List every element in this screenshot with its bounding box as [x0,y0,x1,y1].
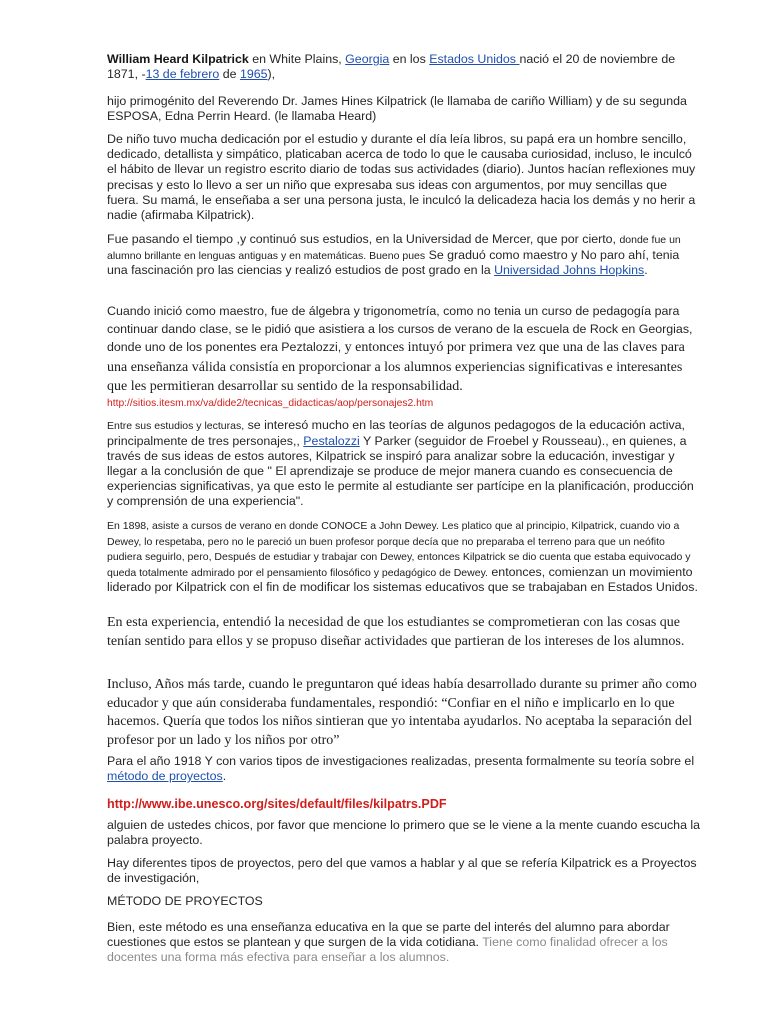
text: . [644,263,648,278]
text: . [222,769,227,784]
paragraph-dewey [107,518,701,596]
paragraph-parents: hijo primogénito del Reverendo Dr. James Hines Kilpatrick (le llamaba de cariño William) y de su segunda ESPOSA, Edna Perrin Heard. (le llamaba Heard) [107,94,687,124]
link-date[interactable]: 13 de febrero [145,67,220,82]
section-heading: MÉTODO DE PROYECTOS [107,894,263,908]
paragraph-quote: Incluso, Años más tarde, cuando le preguntaron qué ideas había desarrollado durante su primer año como educador y que aún consideraba fundamentales, respondió: “Confiar en el niño e implicarlo en lo que hacemos. Quería que todos los niños sintieran que yo intentaba ayudarlos. No aceptaba la separación del profesor por un lado y los niños por otro” [107,677,697,748]
link-metodo-proyectos[interactable]: método de proyectos [107,769,223,784]
paragraph-childhood: De niño tuvo mucha dedicación por el estudio y durante el día leía libros, su papá era un hombre sencillo, dedicado, detallista y simpático, platicaban acerca de todo lo que le causaba curiosidad, incluso, le inculcó el hábito de llevar un registro escrito diario de todas sus actividades (diario). Juntos hacían reflexiones muy precisas y esto lo llevo a ser un niño que expresaba sus ideas con argumentos, por muy sencillas que fuera. Su mamá, le enseñaba a ser una persona justa, le inculcó la delicadeza hacia los demás y no herir a nadie (afirmaba Kilpatrick). [107,132,696,223]
text: Y Parker (seguidor de Froebel y Rousseau)., en quienes, a través de sus ideas de estos autores, Kilpatrick se inspiró para analizar sobre la educación, investigar y llegar a la conclusión de que " El aprendizaje se produce de mejor manera cuando es consecuencia de experiencias significativas, ya que esto le permite al estudiante ser partícipe en la planificación, producción y comprensión de una experiencia". [107,433,694,509]
url-text[interactable]: http://www.ibe.unesco.org/sites/default/files/kilpatrs.PDF [107,797,447,811]
text: entonces, comienzan un movimiento liderado por Kilpatrick con el fin de modificar los sistemas educativos que se trabajaban en Estados Unidos. [107,564,698,595]
text: Cuando inició como maestro, fue de álgebra y trigonometría, como no tenia un curso de pedagogía para continuar dando clase, se le pidió que asistiera a los cursos de verano de la escuela de Rock en Georgias, donde uno de los ponentes era Peztalozzi, [107,304,693,354]
small-text: Entre sus estudios y lecturas, [107,420,245,432]
muted-text: Tiene como finalidad ofrecer a los docentes una forma más efectiva para enseñar a los alumnos. [107,935,668,965]
small-text: donde fue un alumno brillante en lenguas antiguas y en matemáticas. Bueno pues [107,234,681,262]
paragraph-birth [107,52,701,82]
paragraph-pedagogues [107,418,701,510]
paragraph-question: alguien de ustedes chicos, por favor que mencione lo primero que se le viene a la mente cuando escucha la palabra proyecto. [107,818,701,848]
url-text[interactable]: http://sitios.itesm.mx/va/dide2/tecnicas_didacticas/aop/personajes2.htm [107,398,434,409]
text: Bien, este método es una enseñanza educativa en la que se parte del interés del alumno para abordar cuestiones que estos se plantean y que surgen de la vida cotidiana. [107,920,670,950]
text: Fue pasando el tiempo ,y continuó sus estudios, en la Universidad de Mercer, que por cierto, [107,232,620,246]
serif-text: y entonces intuyó por primera vez que una de las claves para una enseñanza válida consistía en proporcionar a los alumnos experiencias significativas e interesantes que les permitieran desarrollar su sentido de la responsabilidad. [107,340,685,395]
paragraph-method [107,920,701,966]
small-text: En 1898, asiste a cursos de verano en donde CONOCE a John Dewey. Les platico que al principio, Kilpatrick, cuando vio a Dewey, lo respetaba, pero no le pareció un buen profesor porque decía que no preparaba el terreno para que un neófito pudiera seguirlo, pero, Después de estudiar y trabajar con Dewey, entonces Kilpatrick se dio cuenta que estaba equivocado y queda totalmente admirado por el pensamiento filosófico y pedagógico de Dewey. [107,520,691,579]
text: en White Plains, [248,52,346,66]
text: se interesó mucho en las teorías de algunos pedagogos de la educación activa, principalmente de tres personajes,, [107,418,686,448]
link-year[interactable]: 1965 [239,67,268,82]
link-georgia[interactable]: Georgia [345,52,390,66]
source-url-1[interactable] [107,396,701,411]
link-pestalozzi[interactable]: Pestalozzi [303,433,360,448]
link-estados-unidos[interactable]: Estados Unidos [429,52,520,66]
text: ), [267,67,276,82]
text: nació el 20 de noviembre de 1871, - [107,52,676,82]
paragraph-teacher [107,302,701,397]
text: Para el año 1918 Y con varios tipos de investigaciones realizadas, presenta formalmente su teoría sobre el [107,754,695,768]
paragraph-experience: En esta experiencia, entendió la necesidad de que los estudiantes se comprometieran con las cosas que tenían sentido para ellos y se propuso diseñar actividades que partieran de los intereses de los alumnos. [107,615,685,649]
paragraph-1918 [107,754,701,784]
text: de [219,67,240,82]
paragraph-studies [107,232,701,278]
person-name: William Heard Kilpatrick [107,52,249,66]
paragraph-types: Hay diferentes tipos de proyectos, pero del que vamos a hablar y al que se refería Kilpatrick es a Proyectos de investigación, [107,856,697,886]
text: en los [389,52,430,66]
text: Se graduó como maestro y No paro ahí, tenia una fascinación pro las ciencias y realizó estudios de post grado en la [107,247,680,278]
source-url-2[interactable] [107,795,701,813]
link-johns-hopkins[interactable]: Universidad Johns Hopkins [494,263,645,278]
